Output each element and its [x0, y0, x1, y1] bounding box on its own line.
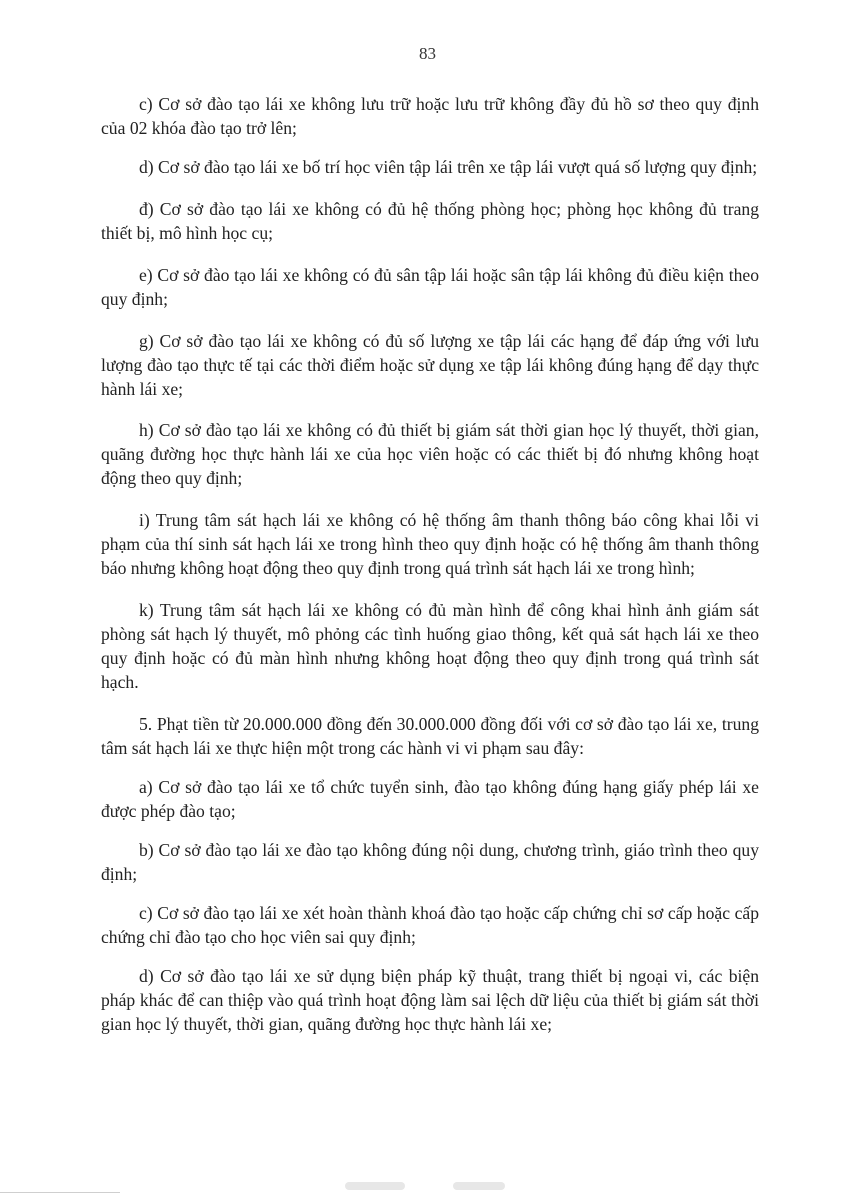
- page-number: 83: [419, 44, 436, 63]
- paragraph-k-display-screens: k) Trung tâm sát hạch lái xe không có đủ màn hình để công khai hình ảnh giám sát phòng sát hạch lý thuyết, mô phỏng các tình huống giao thông, kết quả sát hạch lái xe theo quy định hoặc có đủ màn hình nhưng không hoạt động theo quy định trong quá trình sát hạch.: [101, 600, 759, 692]
- paragraph-5-fine-clause: 5. Phạt tiền từ 20.000.000 đồng đến 30.000.000 đồng đối với cơ sở đào tạo lái xe, trung tâm sát hạch lái xe thực hiện một trong các hành vi vi phạm sau đây:: [101, 714, 759, 758]
- paragraph-d-data-tampering: d) Cơ sở đào tạo lái xe sử dụng biện pháp kỹ thuật, trang thiết bị ngoại vi, các biện pháp khác để can thiệp vào quá trình hoạt động làm sai lệch dữ liệu của thiết bị giám sát thời gian học lý thuyết, thời gian, quãng đường học thực hành lái xe;: [101, 966, 759, 1034]
- paragraph-g-training-vehicles: g) Cơ sở đào tạo lái xe không có đủ số lượng xe tập lái các hạng để đáp ứng với lưu lượng đào tạo thực tế tại các thời điểm hoặc sử dụng xe tập lái không đúng hạng để dạy thực hành lái xe;: [101, 331, 759, 399]
- scan-smudge: [453, 1182, 505, 1190]
- paragraph-c-certificates: c) Cơ sở đào tạo lái xe xét hoàn thành khoá đào tạo hoặc cấp chứng chỉ sơ cấp hoặc cấp chứng chỉ đào tạo cho học viên sai quy định;: [101, 903, 759, 947]
- paragraph-h-monitoring-devices: h) Cơ sở đào tạo lái xe không có đủ thiết bị giám sát thời gian học lý thuyết, thời gian, quãng đường học thực hành lái xe của học viên hoặc có các thiết bị đó nhưng không hoạt động theo quy định;: [101, 420, 759, 488]
- paragraph-e-practice-yard: e) Cơ sở đào tạo lái xe không có đủ sân tập lái hoặc sân tập lái không đủ điều kiện theo quy định;: [101, 265, 759, 309]
- paragraph-dd-classrooms: đ) Cơ sở đào tạo lái xe không có đủ hệ thống phòng học; phòng học không đủ trang thiết bị, mô hình học cụ;: [101, 199, 759, 243]
- paragraph-c-storage-records: c) Cơ sở đào tạo lái xe không lưu trữ hoặc lưu trữ không đầy đủ hồ sơ theo quy định của 02 khóa đào tạo trở lên;: [101, 94, 759, 138]
- document-body: [101, 92, 759, 1036]
- scan-smudge: [345, 1182, 405, 1190]
- paragraph-i-sound-system: i) Trung tâm sát hạch lái xe không có hệ thống âm thanh thông báo công khai lỗi vi phạm của thí sinh sát hạch lái xe trong hình theo quy định hoặc có hệ thống âm thanh thông báo nhưng không hoạt động theo quy định trong quá trình sát hạch lái xe trong hình;: [101, 510, 759, 578]
- paragraph-d-student-count: d) Cơ sở đào tạo lái xe bố trí học viên tập lái trên xe tập lái vượt quá số lượng quy định;: [139, 157, 758, 177]
- scan-edge-line: [0, 1192, 120, 1193]
- paragraph-b-curriculum: b) Cơ sở đào tạo lái xe đào tạo không đúng nội dung, chương trình, giáo trình theo quy định;: [101, 840, 759, 884]
- paragraph-a-enrollment: a) Cơ sở đào tạo lái xe tổ chức tuyển sinh, đào tạo không đúng hạng giấy phép lái xe được phép đào tạo;: [101, 777, 759, 821]
